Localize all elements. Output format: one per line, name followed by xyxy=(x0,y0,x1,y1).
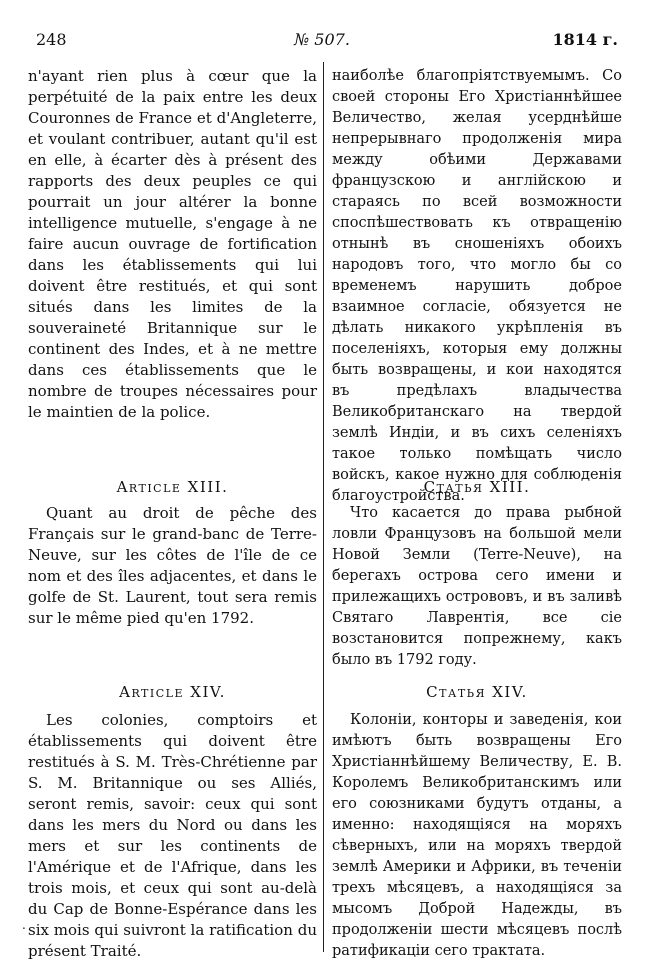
russian-article-xiv-title: Статья XIV. xyxy=(426,683,528,701)
french-article-xiv-text: Les colonies, comptoirs et établissements qui doivent être restitués à S. M. Très-Chrétienne par S. M. Britannique ou ses Alliés, seront remis, savoir: ceux qui sont dans les mers du Nord ou dans les mers et sur les continents de l'Amérique et de l'Afrique, dans les trois mois, et ceux qui sont au-delà du Cap de Bonne-Espérance dans les six mois qui suivront la ratification du présent Traité. xyxy=(28,711,317,960)
document-number: № 507. xyxy=(294,30,350,49)
russian-continuation-text: наиболѣе благопріятствуемымъ. Со своей стороны Его Христіаннѣйшее Величество, желая усерднѣйше непрерывнаго продолженія мира между обѣими Державами французскою и англійскою и стараясь по всей возможности споспѣшествовать къ отвращенію отнынѣ въ сношеніяхъ обоихъ народовъ того, что могло бы со временемъ нарушить доброе взаимное согласіе, обязуется не дѣлать никакого укрѣпленія въ поселеніяхъ, которыя ему должны быть возвращены, и кои находятся въ предѣлахъ владычества Великобританскаго на твердой землѣ Индіи, и въ сихъ селеніяхъ такое только помѣщать число войскъ, какое нужно для соблюденія благоустройства. xyxy=(332,68,622,504)
page-number: 248 xyxy=(36,30,67,49)
margin-mark: . xyxy=(22,918,26,932)
russian-article-xiv-text: Колоніи, конторы и заведенія, кои имѣютъ быть возвращены Его Христіаннѣйшему Величеству, Е. В. Королемъ Великобританскимъ или его союзниками будутъ отданы, а именно: находящіяся на моряхъ сѣверныхъ, или на моряхъ твердой землѣ Америки и Африки, въ теченіи трехъ мѣсяцевъ, а находящіяся за мысомъ Доброй Надежды, въ продолженіи шести мѣсяцевъ послѣ ратификаціи сего трактата. xyxy=(332,712,622,959)
year: 1814 г. xyxy=(552,30,618,49)
page-header xyxy=(26,30,618,54)
french-article-xiii-title: Article XIII. xyxy=(116,478,229,496)
french-continuation-text: n'ayant rien plus à cœur que la perpétuité de la paix entre les deux Couronnes de France et d'Angleterre, et voulant contribuer, autant qu'il est en elle, à écarter dès à présent des rapports des deux peuples ce qui pourrait un jour altérer la bonne intelligence mutuelle, s'engage à ne faire aucun ouvrage de fortification dans les établissements qui lui doivent être restitués, et qui sont situés dans les limites de la souveraineté Britannique sur le continent des Indes, et à ne mettre dans ces établissements que le nombre de troupes nécessaires pour le maintien de la police. xyxy=(28,67,317,421)
column-divider xyxy=(323,62,324,952)
russian-article-xiii-text: Что касается до права рыбной ловли Французовъ на большой мели Новой Земли (Terre-Neuve), на берегахъ острова сего имени и прилежащихъ острововъ, и въ заливѣ Святаго Лаврентія, все сіе возстановится попрежнему, какъ было въ 1792 году. xyxy=(332,505,622,668)
french-article-xiv-title: Article XIV. xyxy=(119,683,226,701)
russian-article-xiii-title: Статья XIII. xyxy=(423,478,531,496)
french-article-xiii-text: Quant au droit de pêche des Français sur le grand-banc de Terre-Neuve, sur les côtes de l'île de ce nom et des îles adjacentes, et dans le golfe de St. Laurent, tout sera remis sur le même pied qu'en 1792. xyxy=(28,504,317,627)
